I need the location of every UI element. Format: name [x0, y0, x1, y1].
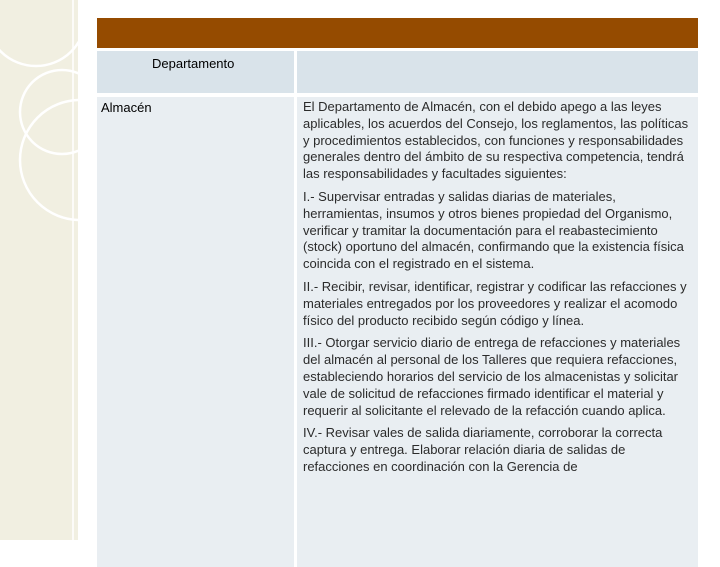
- table-header-bar: [97, 18, 698, 48]
- table-row: [97, 97, 698, 567]
- decorative-sidebar: [0, 0, 78, 540]
- header-cell-description: [297, 51, 698, 93]
- responsibility-item-3: III.- Otorgar servicio diario de entrega de refacciones y materiales del almacén al personal de los Talleres que requiera refacciones, estableciendo horarios del servicio de los almacenistas y solicitar vale de solicitud de refacciones firmado identificar el material y requerir al solicitante el relevado de la refacción cuando aplica.: [303, 335, 681, 418]
- decorative-circles-icon: [0, 0, 78, 540]
- department-cell: [97, 97, 294, 567]
- header-department-label: Departamento: [152, 56, 235, 71]
- responsibility-item-2: II.- Recibir, revisar, identificar, registrar y codificar las refacciones y materiales entregados por los proveedores y realizar el acomodo físico del producto recibido según código y línea.: [303, 278, 687, 328]
- intro-paragraph: El Departamento de Almacén, con el debido apego a las leyes aplicables, los acuerdos del Consejo, los reglamentos, las políticas y procedimientos establecidos, con funciones y responsabilidades generales dentro del ámbito de su respectiva competencia, tendrá las responsabilidades y facultades siguientes:: [303, 99, 689, 182]
- table-header-row: [97, 51, 698, 93]
- responsibilities-cell: [297, 97, 698, 567]
- responsibility-item-4: IV.- Revisar vales de salida diariamente, corroborar la correcta captura y entrega. Elaborar relación diaria de salidas de refacciones en coordinación con la Gerencia de: [303, 425, 663, 474]
- responsibilities-text: [303, 99, 695, 482]
- header-cell-department: [97, 51, 294, 93]
- responsibility-item-1: I.- Supervisar entradas y salidas diarias de materiales, herramientas, insumos y otros bienes propiedad del Organismo, verificar y tramitar la documentación para el reabastecimiento (stock) oportuno del almacén, confirmando que la existencia física coincida con el registrado en el sistema.: [303, 188, 684, 272]
- department-name: Almacén: [101, 100, 152, 115]
- department-table: [97, 18, 698, 558]
